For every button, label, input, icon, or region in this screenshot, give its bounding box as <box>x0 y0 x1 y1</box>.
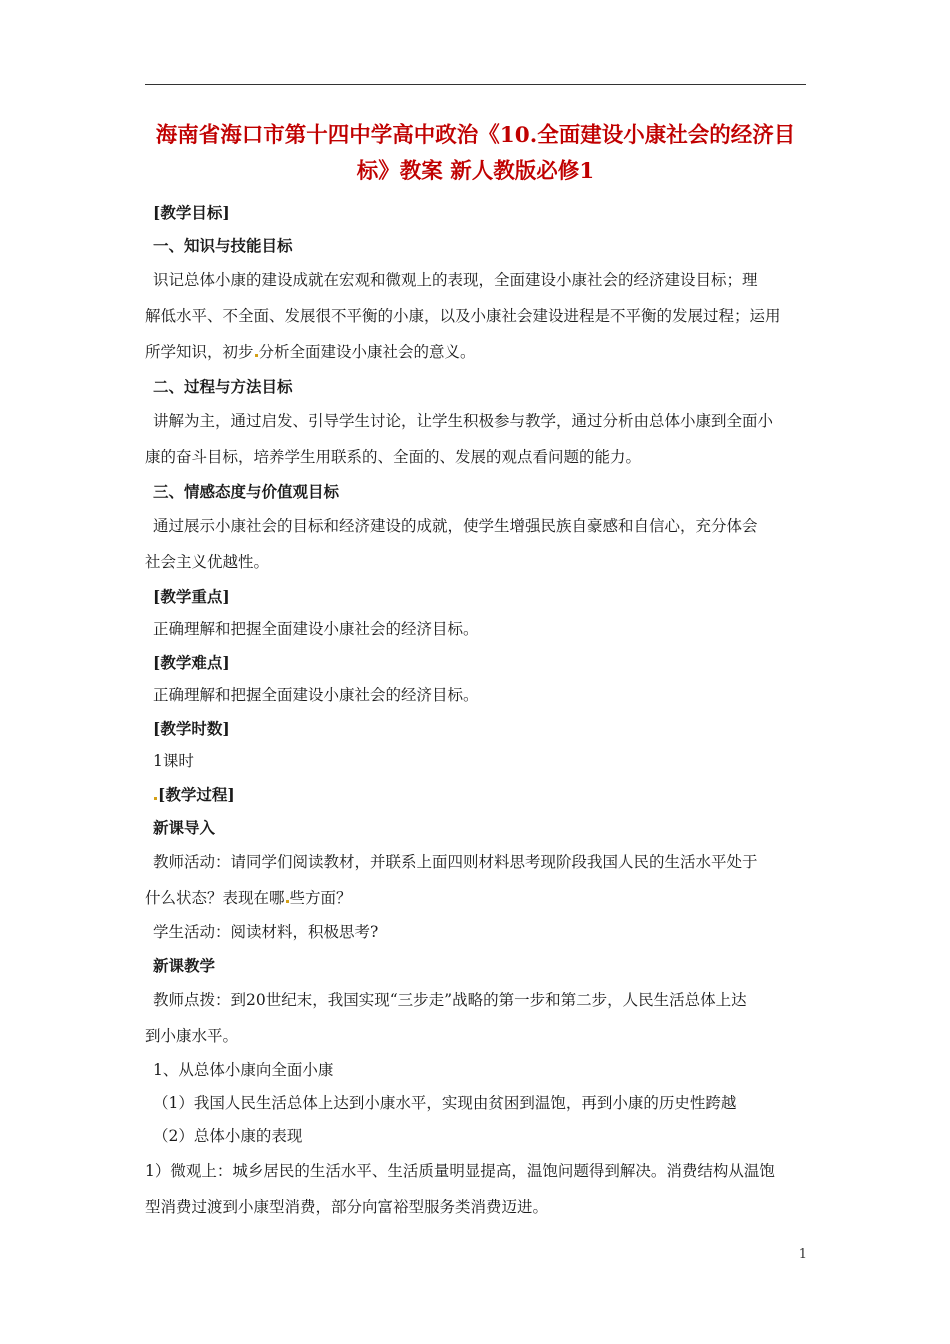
emotion-line-2: 社会主义优越性。 <box>145 553 270 571</box>
process-heading: 二、过程与方法目标 <box>153 377 293 396</box>
procedure-heading: [教学过程] <box>145 778 809 811</box>
teacher-activity-line-1: 教师活动：请同学们阅读教材，并联系上面四则材料思考现阶段我国人民的生活水平处于 <box>153 853 758 871</box>
hours-text: 1课时 <box>153 752 194 770</box>
key-heading: [教学重点] <box>153 587 230 606</box>
difficulty-heading: [教学难点] <box>153 653 230 672</box>
knowledge-heading: 一、知识与技能目标 <box>153 236 293 255</box>
intro-heading: 新课导入 <box>153 818 216 837</box>
micro-line-1: 1）微观上：城乡居民的生活水平、生活质量明显提高，温饱问题得到解决。消费结构从温饱 <box>145 1162 775 1180</box>
marker-dot <box>154 797 157 800</box>
teacher-guide <box>145 982 809 1054</box>
student-activity: 学生活动：阅读材料，积极思考? <box>153 923 379 941</box>
teacher-activity-line-2: 什么状态？表现在哪 些方面？ <box>145 889 352 907</box>
knowledge-line-3: 所学知识，初步 分析全面建设小康社会的意义。 <box>145 343 476 361</box>
knowledge-line-1: 识记总体小康的建设成就在宏观和微观上的表现，全面建设小康社会的经济建设目标；理 <box>153 271 758 289</box>
document-body <box>145 196 809 1225</box>
emotion-heading: 三、情感态度与价值观目标 <box>153 482 340 501</box>
emotion-line-1: 通过展示小康社会的目标和经济建设的成就，使学生增强民族自豪感和自信心，充分体会 <box>153 517 758 535</box>
hours-heading: [教学时数] <box>153 719 230 738</box>
marker-dot <box>255 354 258 357</box>
objectives-heading: [教学目标] <box>153 203 230 222</box>
knowledge-paragraph <box>145 262 809 370</box>
difficulty-text: 正确理解和把握全面建设小康社会的经济目标。 <box>153 686 479 704</box>
micro-line-2: 型消费过渡到小康型消费，部分向富裕型服务类消费迈进。 <box>145 1198 549 1216</box>
title-line-2: 标》教案 新人教版必修1 <box>356 159 595 184</box>
title-line-1: 海南省海口市第十四中学高中政治《10.全面建设小康社会的经济目 <box>155 123 796 148</box>
teacher-guide-line-1: 教师点拨：到20世纪末，我国实现“三步走”战略的第一步和第二步，人民生活总体上达 <box>153 991 747 1009</box>
key-text: 正确理解和把握全面建设小康社会的经济目标。 <box>153 620 479 638</box>
point-1-1: （1）我国人民生活总体上达到小康水平，实现由贫困到温饱，再到小康的历史性跨越 <box>153 1094 737 1112</box>
document-title <box>145 118 806 190</box>
point-1-2: （2）总体小康的表现 <box>153 1127 303 1145</box>
process-line-1: 讲解为主，通过启发、引导学生讨论，让学生积极参与教学，通过分析由总体小康到全面小 <box>153 412 774 430</box>
knowledge-line-2: 解低水平、不全面、发展很不平衡的小康，以及小康社会建设进程是不平衡的发展过程；运用 <box>145 307 781 325</box>
micro-paragraph <box>145 1153 809 1225</box>
new-lesson-heading: 新课教学 <box>153 956 216 975</box>
page-number: 1 <box>798 1247 807 1262</box>
header-rule <box>145 84 806 85</box>
marker-dot <box>286 900 289 903</box>
emotion-paragraph <box>145 508 809 580</box>
point-1: 1、从总体小康向全面小康 <box>153 1061 334 1079</box>
teacher-activity <box>145 844 809 916</box>
process-line-2: 康的奋斗目标，培养学生用联系的、全面的、发展的观点看问题的能力。 <box>145 448 642 466</box>
teacher-guide-line-2: 到小康水平。 <box>145 1027 239 1045</box>
process-paragraph <box>145 403 809 475</box>
